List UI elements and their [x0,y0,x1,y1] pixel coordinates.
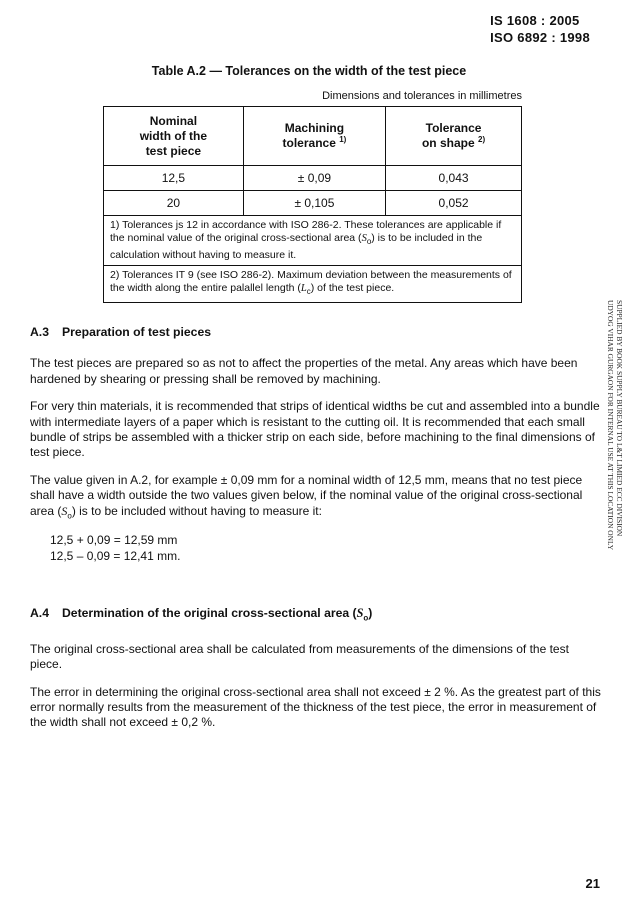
header-text: on shape [421,136,475,150]
symbol-subscript: o [67,511,72,521]
section-a4 [30,606,602,731]
header-line: Tolerance [425,121,482,135]
header-line: Machining [284,121,345,135]
calculation-line: 12,5 + 0,09 = 12,59 mm [50,533,178,548]
footnote-2 [104,265,521,299]
cell-nominal-width: 20 [104,191,243,216]
symbol: S [361,233,367,245]
section-a3-heading [30,325,602,340]
watermark-line: SUPPLIED BY BOOK SUPPLY BUREAU TO L&T LIMIED ECC DIVISION [615,300,624,537]
cell-shape-tolerance: 0,043 [386,166,521,191]
header-machining-tolerance [243,107,385,166]
cell-nominal-width: 12,5 [104,166,243,191]
table-units-note: Dimensions and tolerances in millimetres [322,90,522,102]
section-title: Determination of the original cross-sectional area ( [62,606,357,620]
table-row [104,166,521,191]
table-title: Table A.2 — Tolerances on the width of the test piece [151,64,467,78]
header-line [244,136,385,151]
paragraph-text: The value given in A.2, for example ± 0,09 mm for a nominal width of 12,5 mm, means that no test piece shall have a width outside the two values given below, if the nominal value of the original cross-sectional area ( [30,472,583,518]
footnote-text: 2) Tolerances IT 9 (see ISO 286-2). Maximum deviation between the measurements of the width along the entire palallel length ( [110,268,512,294]
supply-watermark-text [606,300,624,680]
header-line [386,136,521,151]
section-title-end: ) [368,606,373,620]
section-number: A.3 [30,325,49,339]
section-title: Preparation of test pieces [62,325,212,339]
cell-shape-tolerance: 0,052 [386,191,521,216]
paragraph: The test pieces are prepared so as not to affect the properties of the metal. Any areas which have been hardened by shearing or pressing shall be removed by machining. [30,356,578,386]
table-header-row [104,107,521,166]
paragraph-text: ) is to be included without having to measure it: [71,503,322,518]
symbol-subscript: o [366,237,372,247]
footnote-text: ) is to be included in the calculation without having to measure it. [110,232,483,261]
header-line: test piece [145,143,202,158]
header-line: Nominal [149,113,198,128]
section-a4-heading [30,606,602,626]
calculation-line: 12,5 – 0,09 = 12,41 mm. [50,548,181,563]
paragraph: The error in determining the original cross-sectional area shall not exceed ± 2 %. As the greatest part of this error normally results from the measurement of the thickness of the test piece, the error in measurement of the width shall not exceed ± 0,2 %. [30,684,601,730]
cell-machining-tolerance: ± 0,105 [243,191,385,216]
header-text: tolerance [282,136,336,150]
symbol: S [61,503,68,518]
table-row [104,191,521,216]
paragraph: The original cross-sectional area shall be calculated from measurements of the dimensions of the test piece. [30,641,569,672]
footnote-text: ) of the test piece. [310,281,395,294]
standard-is-number: IS 1608 : 2005 [490,13,580,28]
tolerance-table [103,106,522,303]
tolerance-table-grid [104,107,521,216]
paragraph [30,473,602,524]
footnote-1 [110,219,515,262]
symbol: S [356,606,364,620]
symbol: L [300,282,307,294]
paragraph: For very thin materials, it is recommended that strips of identical widths be cut and assembled into a bundle with intermediate layers of a paper which is resistant to the cutting oil. It is recommended that each small bundle of strips be assembled with a thicker strip on each side, before machining to the final dimensions of test piece. [30,399,600,460]
footnote-ref: 1) [339,135,347,144]
header-tolerance-on-shape [386,107,521,166]
symbol-subscript: o [363,613,369,623]
section-a3 [30,325,602,564]
table-footnotes [104,216,521,302]
watermark-line: UDYOG VIHAR GURGAON FOR INTERNAL USE AT THIS LOCATION ONLY [606,300,615,551]
standard-iso-number: ISO 6892 : 1998 [490,30,590,45]
section-number: A.4 [30,606,49,620]
header-line: width of the [139,128,208,143]
cell-machining-tolerance: ± 0,09 [243,166,385,191]
page-number: 21 [585,876,600,891]
footnote-text: 1) Tolerances js 12 in accordance with ISO 286-2. These tolerances are applicable if the nominal value of the original cross-sectional area ( [110,219,502,245]
standard-number-header [490,12,590,46]
footnote-ref: 2) [478,135,486,144]
supply-watermark-note [606,300,624,680]
header-nominal-width [104,107,243,166]
symbol-subscript: c [306,287,311,296]
